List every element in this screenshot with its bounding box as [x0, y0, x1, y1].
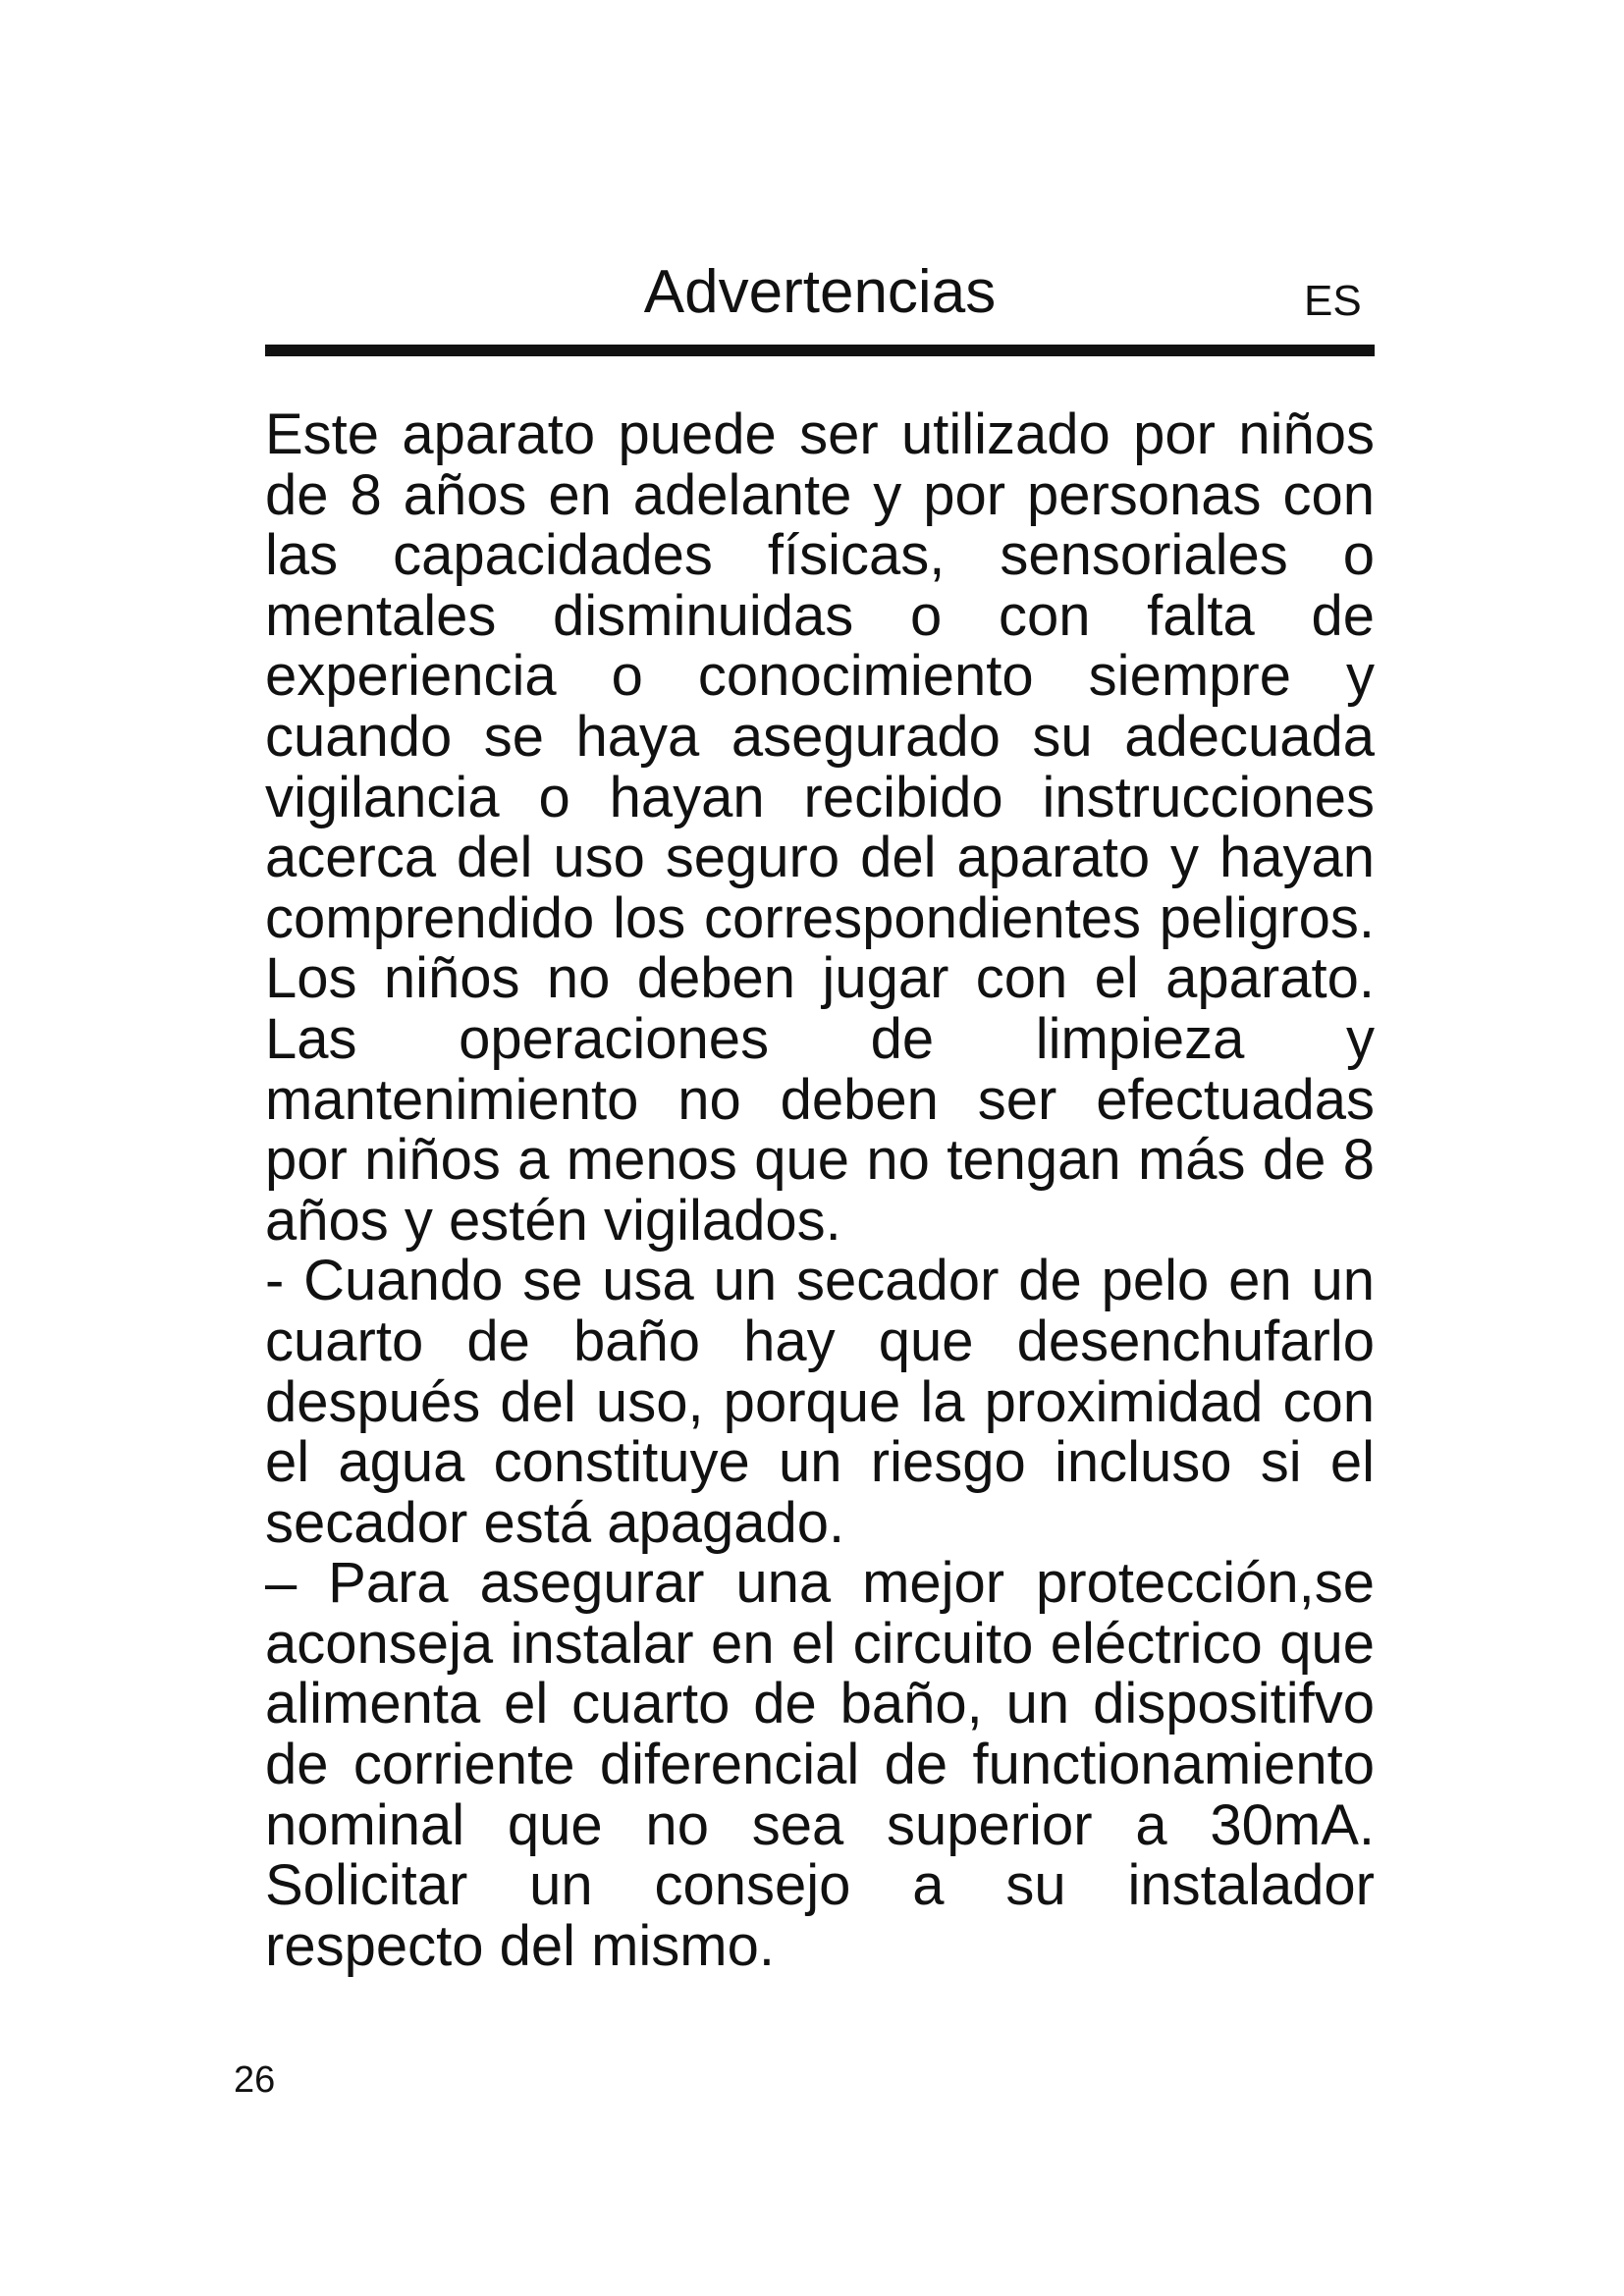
paragraph-bathroom-warning: - Cuando se usa un secador de pelo en un cuarto de baño hay que desenchufarlo después del uso, porque la proximidad con el agua constituye un riesgo incluso si el secador está apagado.: [265, 1249, 1375, 1555]
paragraph-children-warning: Este aparato puede ser utilizado por niños de 8 años en adelante y por personas con las capacidades físicas, sensoriales o mentales disminuidas o con falta de experiencia o conocimiento siempre y cuando se haya asegurado su adecuada vigilancia o hayan recibido instrucciones acerca del uso seguro del aparato y hayan comprendido los correspondientes peligros. Los niños no deben jugar con el aparato. Las operaciones de limpieza y mantenimiento no deben ser efectuadas por niños a menos que no tengan más de 8 años y estén vigilados.: [265, 402, 1375, 1253]
page-title: Advertencias: [643, 258, 997, 326]
paragraph-rcd-advice: – Para asegurar una mejor protección,se aconseja instalar en el circuito eléctrico que alimenta el cuarto de baño, un dispositifvo de corriente diferencial de functionamiento nominal que no sea superior a 30mA. Solicitar un consejo a su instalador respecto del mismo.: [265, 1551, 1375, 1978]
language-code: ES: [1304, 277, 1362, 325]
warnings-text: [265, 404, 1375, 1976]
page-number: 26: [234, 2059, 276, 2101]
header-divider: [265, 345, 1375, 356]
